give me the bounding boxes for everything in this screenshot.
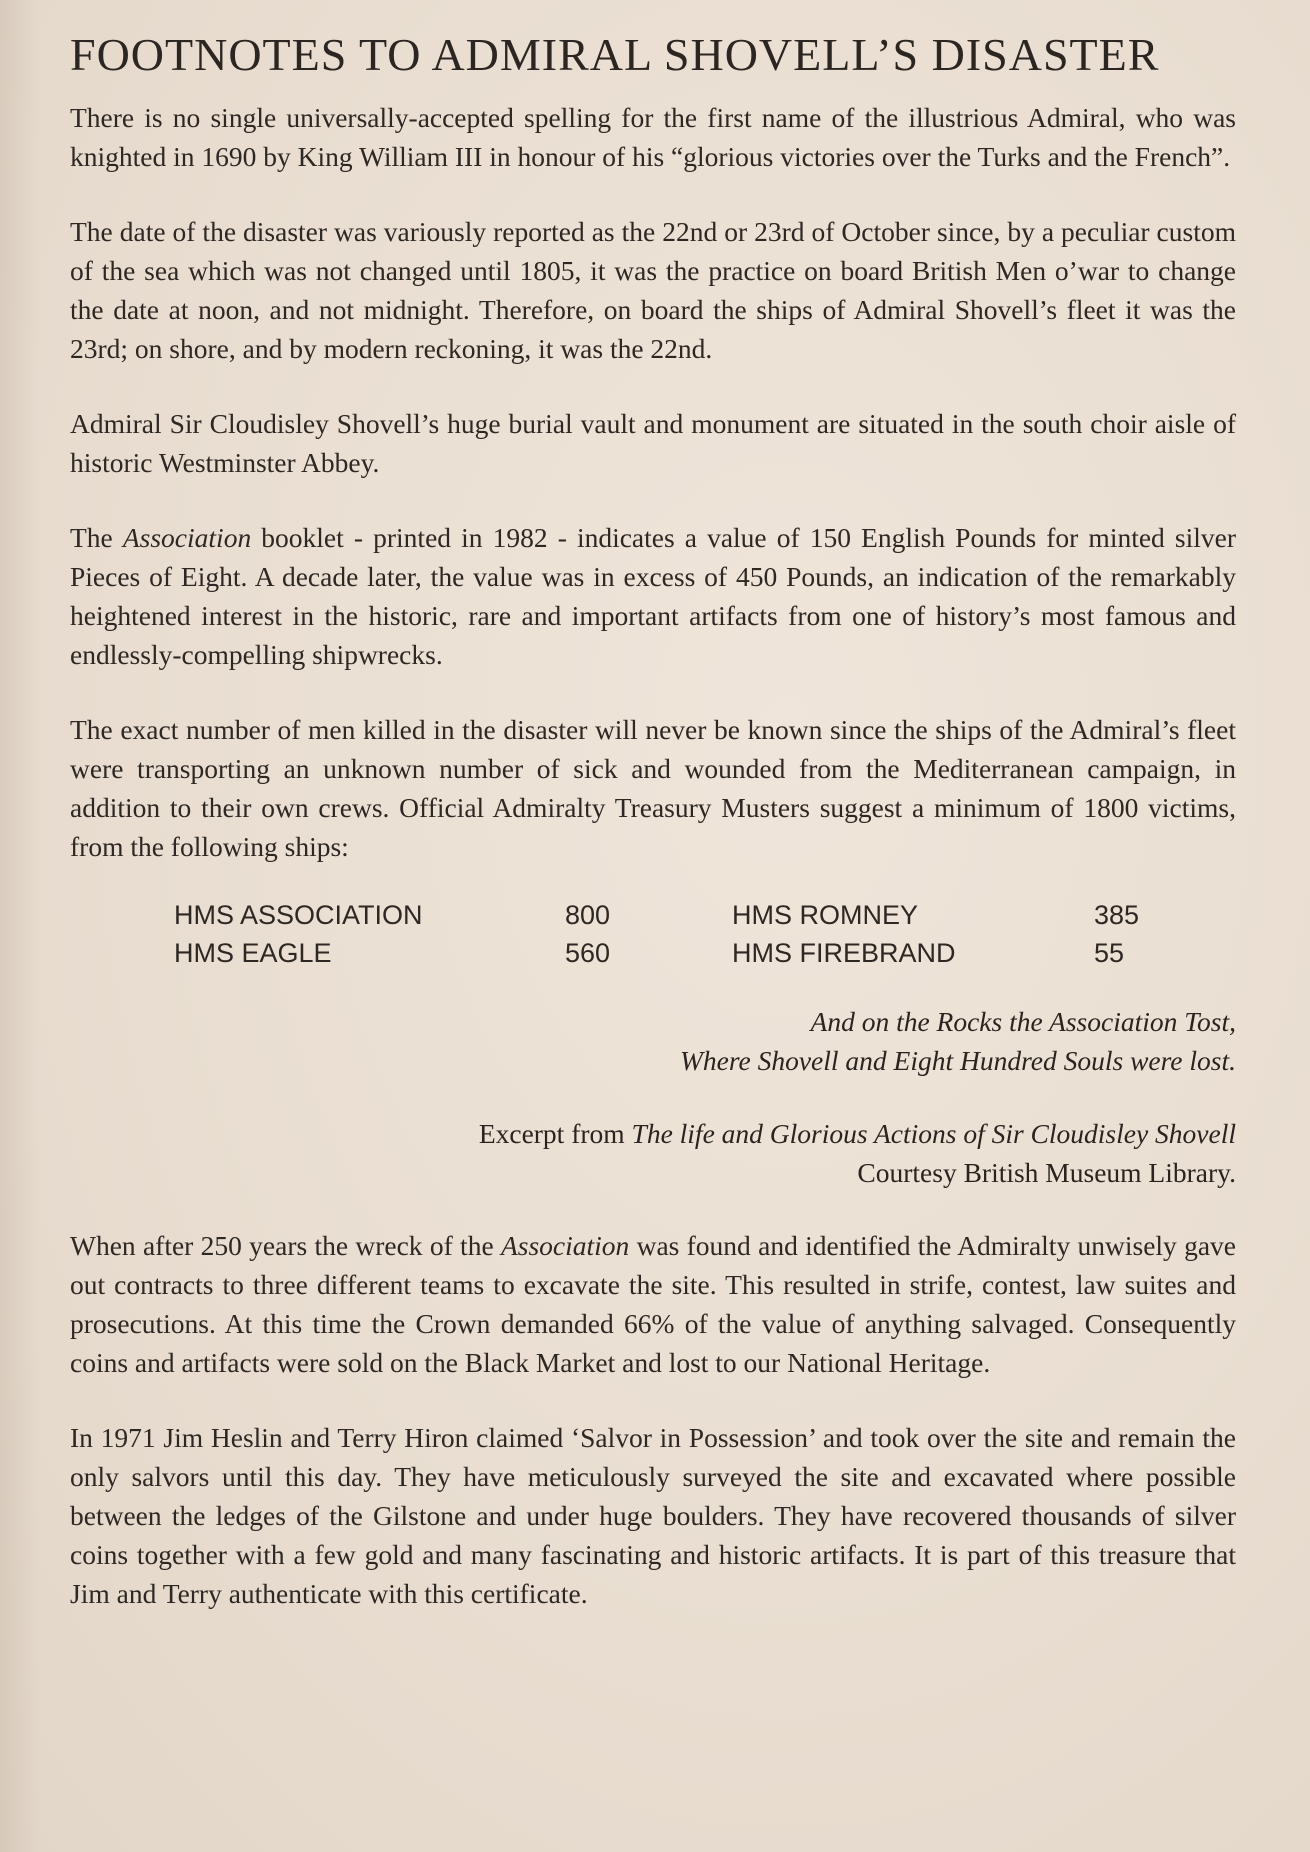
booklet-text-post: booklet - printed in 1982 - indicates a value of 150 English Pounds for minted silver Pieces of Eight. A decade later, the value was in excess of 450 Pounds, an indication of the remarkably heightened interest in the historic, rare and important artifacts from one of history’s most famous and endlessly-compelling shipwrecks. <box>70 522 1236 670</box>
discovery-text-post: was found and identified the Admiralty unwisely gave out contracts to three different teams to excavate the site. This resulted in strife, contest, law suites and prosecutions. At this time the Crown demanded 66% of the value of anything salvaged. Consequently coins and artifacts were sold on the Black Market and lost to our National Heritage. <box>70 1230 1236 1378</box>
ship-name: HMS EAGLE <box>174 938 332 968</box>
paragraph-victims: The exact number of men killed in the disaster will never be known since the ships of the Admiral’s fleet were transporting an unknown number of sick and wounded from the Mediterranean campaign, in addition to their own crews. Official Admiralty Treasury Musters suggest a minimum of 1800 victims, from the following ships: <box>70 714 1236 862</box>
paragraph-salvors: In 1971 Jim Heslin and Terry Hiron claimed ‘Salvor in Possession’ and took over the site and remain the only salvors until this day. They have meticulously surveyed the site and excavated where possible between the ledges of the Gilstone and under huge boulders. They have recovered thousands of silver coins together with a few gold and many fascinating and historic artifacts. It is part of this treasure that Jim and Terry authenticate with this certificate. <box>70 1422 1236 1609</box>
ship-count: 800 <box>565 900 611 930</box>
excerpt-source-title: The life and Glorious Actions of Sir Cloudisley Shovell <box>631 1118 1236 1149</box>
ship-name: HMS FIREBRAND <box>732 938 956 968</box>
poem-line-1: And on the Rocks the Association Tost, <box>810 1006 1236 1037</box>
excerpt-attribution <box>70 1114 1236 1192</box>
paragraph-date: The date of the disaster was variously reported as the 22nd or 23rd of October since, by a peculiar custom of the sea which was not changed until 1805, it was the practice on board British Men o’war to change the date at noon, and not midnight. Therefore, on board the ships of Admiral Shovell’s fleet it was the 23rd; on shore, and by modern reckoning, it was the 22nd. <box>70 216 1236 364</box>
paragraph-booklet <box>70 518 1236 674</box>
ship-count: 560 <box>565 938 611 968</box>
ship-count: 55 <box>1094 938 1125 968</box>
booklet-ship-name: Association <box>122 522 252 553</box>
document-content <box>70 20 1236 1613</box>
excerpt-courtesy: Courtesy British Museum Library. <box>857 1157 1236 1188</box>
paragraph-spelling: There is no single universally-accepted spelling for the first name of the illustrious Admiral, who was knighted in 1690 by King William III in honour of his “glorious victories over the Turks and the French”. <box>70 102 1236 172</box>
ship-name: HMS ROMNEY <box>732 900 919 930</box>
poem-quote <box>70 1002 1236 1080</box>
ship-count: 385 <box>1094 900 1140 930</box>
page-title: FOOTNOTES TO ADMIRAL SHOVELL’S DISASTER <box>70 29 1160 80</box>
discovery-ship-name: Association <box>500 1230 630 1261</box>
paragraph-burial: Admiral Sir Cloudisley Shovell’s huge burial vault and monument are situated in the south choir aisle of historic Westminster Abbey. <box>70 408 1236 478</box>
ships-table <box>70 896 1236 976</box>
excerpt-source-line <box>70 1114 1236 1153</box>
excerpt-prefix: Excerpt from <box>478 1118 632 1149</box>
poem-line-2: Where Shovell and Eight Hundred Souls were lost. <box>679 1045 1236 1076</box>
booklet-text-pre: The <box>70 522 123 553</box>
ship-name: HMS ASSOCIATION <box>174 900 423 930</box>
paragraph-discovery <box>70 1226 1236 1382</box>
discovery-text-pre: When after 250 years the wreck of the <box>70 1230 501 1261</box>
